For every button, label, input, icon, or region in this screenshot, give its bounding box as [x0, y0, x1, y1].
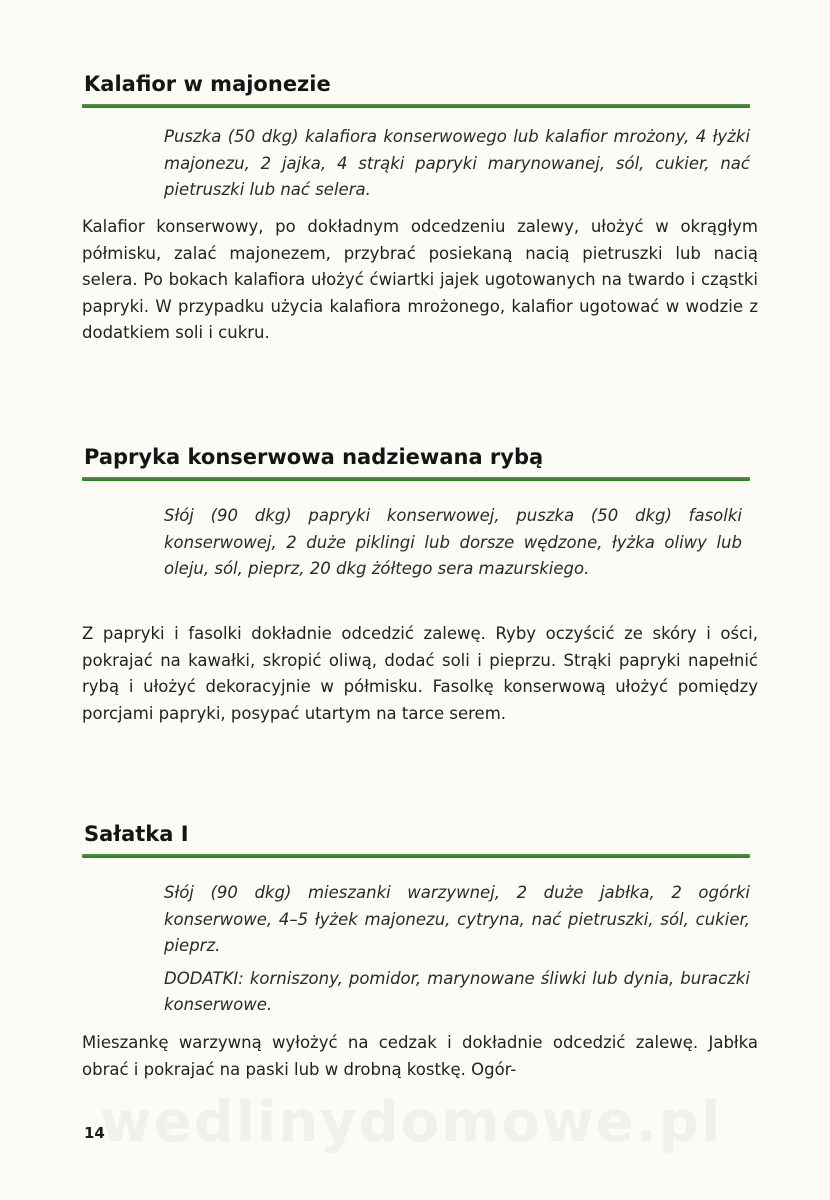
method-text: Kalafior konserwowy, po dokładnym odcedzeniu zalewy, ułożyć w okrągłym półmisku, zalać majonezem, przybrać posiekaną nacią pietruszki lub nacią selera. Po bokach kalafiora ułożyć ćwiartki jajek ugotowanych na twardo i cząstki papryki. W przypadku użycia kalafiora mrożonego, kalafior ugotować w wodzie z dodatkiem soli i cukru. [82, 217, 758, 342]
ingredients-paragraph: Puszka (50 dkg) kalafiora konserwowego lub kalafior mrożony, 4 łyżki majonezu, 2 jajka, 4 strąki papryki marynowanej, sól, cukier, nać pietruszki lub nać selera. [164, 127, 750, 199]
method-text: Z papryki i fasolki dokładnie odcedzić zalewę. Ryby oczyścić ze skóry i ości, pokrajać na kawałki, skropić oliwą, dodać soli i pieprzu. Strąki papryki napełnić rybą i ułożyć dekoracyjnie w półmisku. Fasolkę konserwową ułożyć pomiędzy porcjami papryki, posypać utartym na tarce serem. [82, 624, 758, 723]
recipe-kalafior-w-majonezie [82, 70, 758, 342]
title-underline [82, 477, 750, 481]
ingredients-paragraph: Słój (90 dkg) papryki konserwowej, puszka (50 dkg) fasolki konserwowej, 2 duże piklingi lub dorsze wędzone, łyżka oliwy lub oleju, sól, pieprz, 20 dkg żółtego sera mazurskiego. [164, 506, 742, 578]
method-text: Mieszankę warzywną wyłożyć na cedzak i dokładnie odcedzić zalewę. Jabłka obrać i pokrajać na paski lub w drobną kostkę. Ogór- [82, 1033, 758, 1079]
title-underline [82, 854, 750, 858]
page-number: 14 [84, 1124, 105, 1142]
ingredients-list [164, 503, 742, 583]
ingredients-paragraph: Słój (90 dkg) mieszanki warzywnej, 2 duże jabłka, 2 ogórki konserwowe, 4–5 łyżek majonezu, cytryna, nać pietruszki, sól, cukier, pieprz. [164, 883, 750, 955]
recipe-title: Kalafior w majonezie [84, 72, 331, 96]
recipe-papryka-nadziewana [82, 443, 758, 723]
ingredients-list [164, 880, 750, 1019]
ingredients-list [164, 124, 750, 204]
recipe-salatka-i [82, 820, 758, 1079]
watermark: wedlinydomowe.pl [100, 1090, 723, 1155]
recipe-title: Papryka konserwowa nadziewana rybą [84, 445, 544, 469]
recipe-title: Sałatka I [84, 822, 189, 846]
additions-paragraph: DODATKI: korniszony, pomidor, marynowane śliwki lub dynia, buraczki konserwowe. [164, 968, 750, 1014]
title-underline [82, 104, 750, 108]
